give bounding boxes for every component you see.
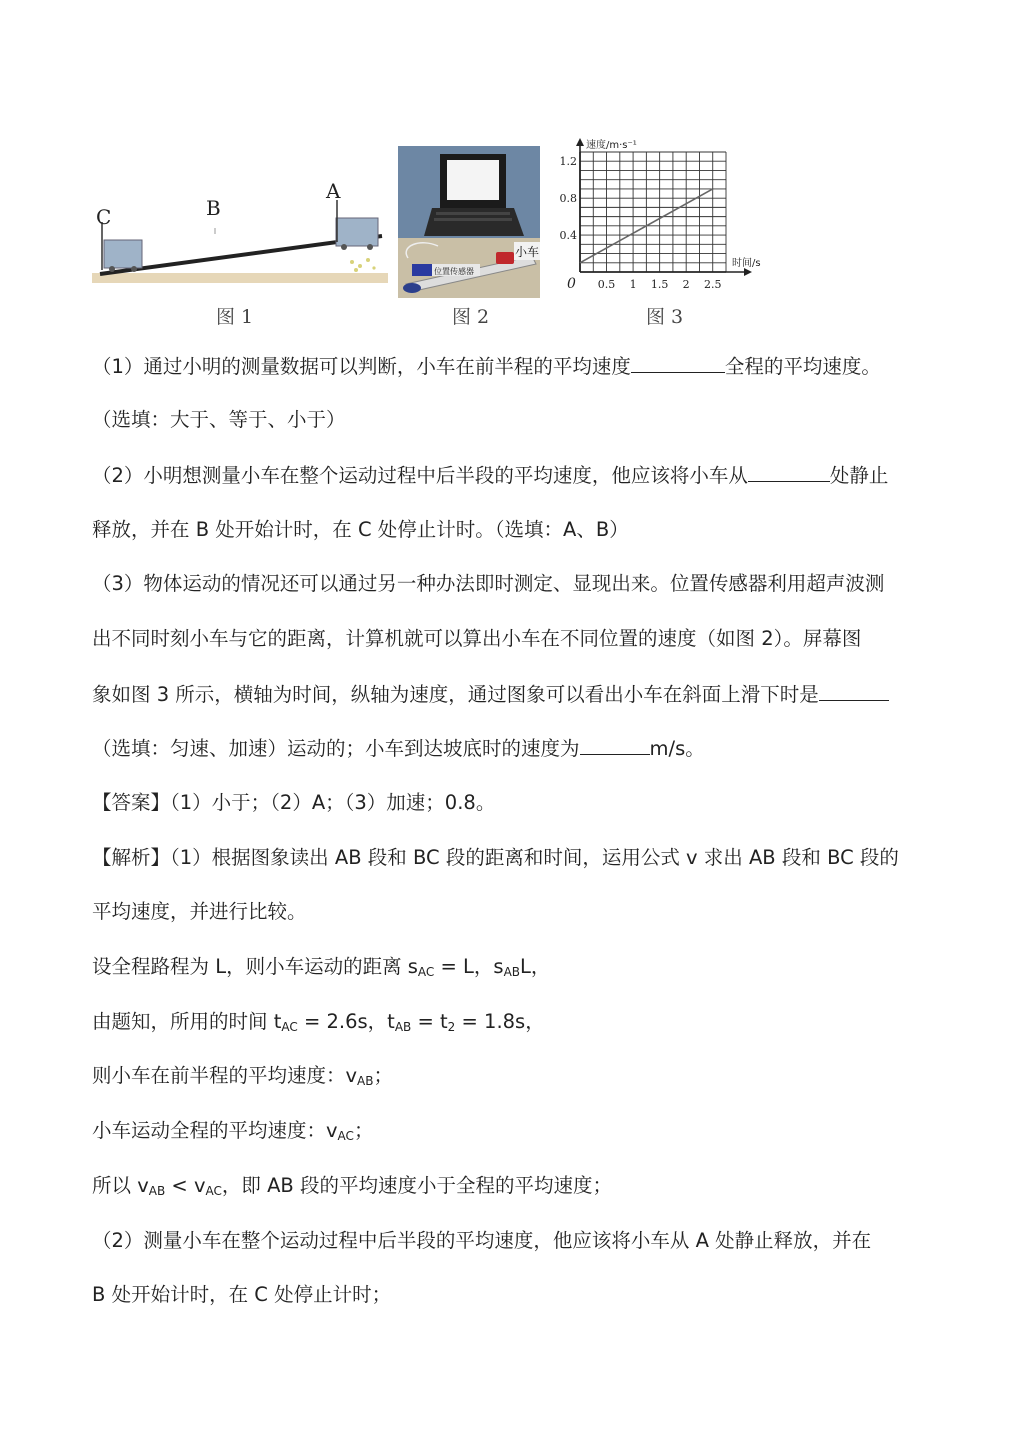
caption-fig3: 图 3 — [646, 306, 684, 328]
analysis-l3-b: = L，s — [434, 955, 504, 978]
sensor-label: 位置传感器 — [434, 267, 474, 276]
analysis-l5-sub: AB — [357, 1074, 374, 1088]
analysis-l3-a: 设全程路程为 L，则小车运动的距离 s — [92, 955, 418, 978]
analysis-l4-b: = 2.6s，t — [297, 1010, 395, 1033]
analysis-text-8: （2）测量小车在整个运动过程中后半段的平均速度，他应该将小车从 A 处静止释放，并在 — [92, 1229, 872, 1252]
analysis-l4-c: = t — [411, 1010, 448, 1033]
q1-line2 — [92, 406, 346, 434]
analysis-l7-sub1: AB — [148, 1184, 166, 1198]
y-tick-labels — [560, 155, 578, 242]
x-tick-label: 1 — [629, 278, 637, 291]
q3-line1 — [92, 570, 884, 598]
q3-line3 — [92, 680, 889, 709]
analysis-l4-sub2: AB — [394, 1020, 412, 1034]
analysis-l3-c: L， — [520, 955, 551, 978]
q1-text-a: （1）通过小明的测量数据可以判断，小车在前半程的平均速度 — [92, 355, 631, 378]
analysis-l7-c: ，即 AB 段的平均速度小于全程的平均速度； — [221, 1174, 612, 1197]
analysis-l4-sub3: 2 — [447, 1020, 456, 1034]
ground — [92, 273, 388, 283]
y-axis-arrow — [576, 138, 584, 146]
x-tick-label: 2.5 — [703, 278, 722, 291]
analysis-l3-sub1: AC — [417, 965, 435, 979]
y-tick-label: 1.2 — [559, 155, 577, 169]
analysis-line5 — [92, 1062, 393, 1095]
y-tick-label: 0.8 — [559, 192, 577, 206]
y-axis-label: 速度/m·s⁻¹ — [586, 140, 637, 151]
analysis-l7-sub2: AC — [205, 1184, 222, 1198]
q2-text-b: 处静止 — [829, 464, 889, 487]
x-tick-labels — [598, 278, 722, 291]
analysis-text-1: 【解析】（1）根据图象读出 AB 段和 BC 段的距离和时间，运用公式 v 求出 AB 段和 BC 段的 — [92, 846, 899, 869]
x-tick-label: 1.5 — [650, 278, 669, 291]
figure-2-setup — [398, 146, 540, 298]
answer-text: 【答案】（1）小于；（2）A；（3）加速；0.8。 — [92, 791, 496, 814]
q2-text-c: 释放，并在 B 处开始计时，在 C 处停止计时。（选填：A、B） — [92, 518, 629, 541]
analysis-l4-a: 由题知，所用的时间 t — [92, 1010, 282, 1033]
q3-blank-1[interactable] — [819, 680, 889, 701]
q3-blank-2[interactable] — [580, 734, 650, 755]
origin-label: 0 — [567, 276, 576, 292]
label-c: C — [96, 205, 112, 229]
q3-text-c: 象如图 3 所示，横轴为时间，纵轴为速度，通过图象可以看出小车在斜面上滑下时是 — [92, 683, 819, 706]
analysis-line4 — [92, 1008, 545, 1041]
chart-grid — [576, 138, 752, 276]
analysis-l5-a: 则小车在前半程的平均速度：v — [92, 1064, 358, 1087]
q3-text-d: （选填：匀速、加速）运动的；小车到达坡底时的速度为 — [92, 737, 580, 760]
label-b: B — [206, 196, 221, 220]
analysis-line1 — [92, 844, 899, 872]
analysis-l6-a: 小车运动全程的平均速度：v — [92, 1119, 338, 1142]
figures-row — [0, 130, 1024, 330]
caption-fig2: 图 2 — [452, 306, 490, 328]
label-a: A — [326, 179, 341, 203]
analysis-line9 — [92, 1281, 391, 1309]
figure-3-chart — [554, 130, 769, 300]
analysis-line3 — [92, 953, 550, 986]
q1-blank[interactable] — [631, 352, 725, 373]
q2-blank[interactable] — [748, 461, 830, 482]
x-tick-label: 2 — [682, 278, 690, 291]
analysis-l3-sub2: AB — [503, 965, 521, 979]
figure-1-incline — [90, 170, 390, 290]
q3-text-a: （3）物体运动的情况还可以通过另一种办法即时测定、显现出来。位置传感器利用超声波测 — [92, 572, 885, 595]
analysis-l6-b: ； — [353, 1119, 374, 1142]
y-tick-label: 0.4 — [559, 229, 577, 243]
x-tick-label: 0.5 — [597, 278, 616, 291]
answer-line — [92, 789, 495, 817]
sensor-mouse — [403, 283, 421, 293]
q2-line1 — [92, 461, 888, 490]
q3-line4 — [92, 734, 705, 763]
cart-label: 小车 — [515, 245, 540, 259]
analysis-line8 — [92, 1227, 871, 1255]
analysis-l7-b: < v — [165, 1174, 206, 1197]
analysis-line6 — [92, 1117, 373, 1150]
analysis-l4-d: = 1.8s， — [455, 1010, 545, 1033]
q1-text-c: （选填：大于、等于、小于） — [92, 408, 346, 431]
q3-text-b: 出不同时刻小车与它的距离，计算机就可以算出小车在不同位置的速度（如图 2）。屏幕图 — [92, 627, 862, 650]
analysis-line7 — [92, 1172, 612, 1205]
sensor-device — [412, 264, 432, 276]
q2-text-a: （2）小明想测量小车在整个运动过程中后半段的平均速度，他应该将小车从 — [92, 464, 748, 487]
analysis-l7-a: 所以 v — [92, 1174, 149, 1197]
q1-text-b: 全程的平均速度。 — [724, 355, 881, 378]
cart-red — [496, 252, 514, 264]
q1-line1 — [92, 352, 881, 381]
q3-text-e: m/s。 — [649, 737, 705, 760]
x-axis-label: 时间/s — [732, 258, 761, 269]
analysis-l6-sub: AC — [337, 1129, 354, 1143]
caption-fig1: 图 1 — [216, 306, 254, 328]
q3-line2 — [92, 625, 861, 653]
cart-a — [336, 218, 378, 250]
analysis-l5-b: ； — [373, 1064, 394, 1087]
cart-c — [104, 240, 142, 272]
dust — [350, 258, 376, 272]
analysis-line2 — [92, 898, 307, 926]
analysis-text-2: 平均速度，并进行比较。 — [92, 900, 307, 923]
x-axis-arrow — [744, 268, 752, 276]
analysis-l4-sub1: AC — [281, 1020, 298, 1034]
q2-line2 — [92, 516, 629, 544]
analysis-text-9: B 处开始计时，在 C 处停止计时； — [92, 1283, 392, 1306]
